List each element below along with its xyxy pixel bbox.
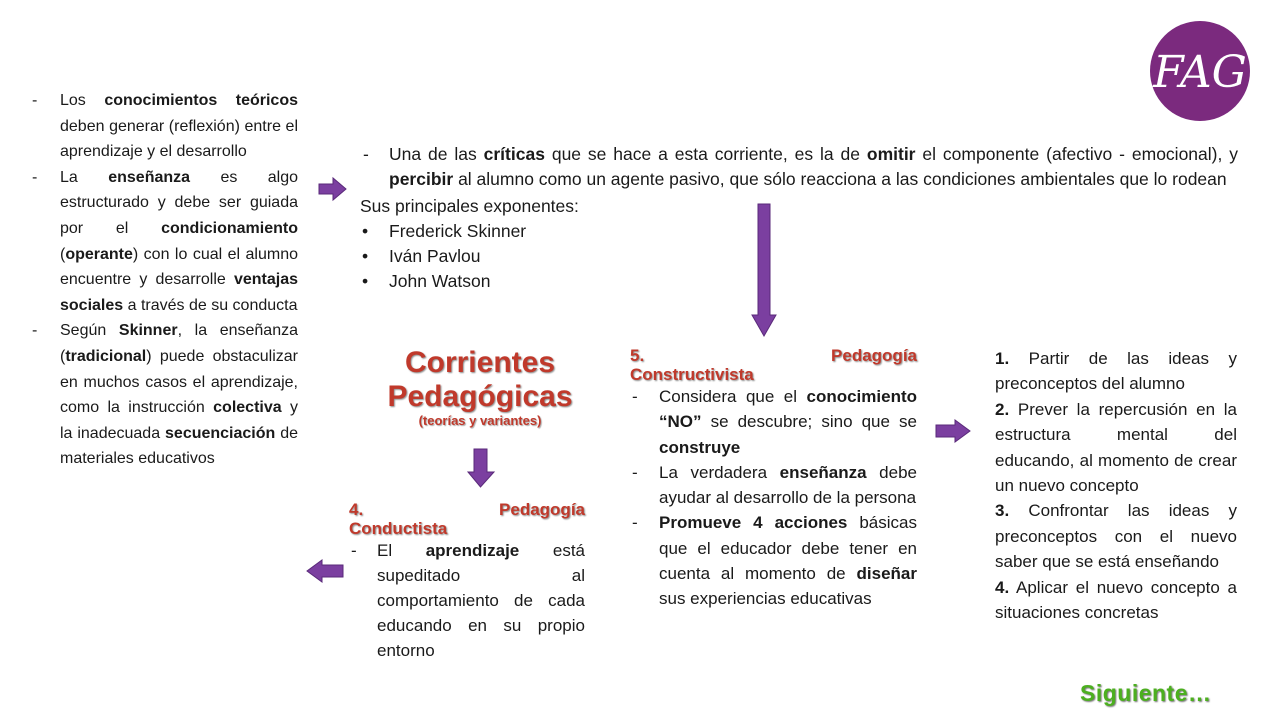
emphasis-text: enseñanza <box>108 168 191 186</box>
arrow-down-icon <box>467 448 495 488</box>
title-line-2: Pedagógicas <box>387 380 573 413</box>
conductista-heading-word2: Conductista <box>349 519 448 538</box>
steps-list <box>995 346 1237 625</box>
emphasis-text: aprendizaje <box>425 541 520 560</box>
constructivista-heading-word2: Constructivista <box>630 365 754 384</box>
step-item <box>995 575 1237 626</box>
conductista-heading <box>349 500 585 538</box>
conductista-section <box>349 500 585 663</box>
step-number: 3. <box>995 501 1010 521</box>
emphasis-text: Skinner <box>118 322 178 340</box>
emphasis-text: operante <box>65 245 133 263</box>
emphasis-text: enseñanza <box>779 462 867 482</box>
left-notes-list <box>30 88 298 472</box>
logo-mark <box>1150 21 1250 121</box>
constructivista-heading-num: 5. <box>630 346 645 365</box>
emphasis-text: conocimientos teóricos <box>104 92 298 109</box>
step-item <box>995 498 1237 574</box>
emphasis-text: tradicional <box>65 347 147 365</box>
constructivista-section <box>630 346 917 612</box>
left-note-item: - Los conocimientos teóricos deben generar (reflexión) entre el aprendizaje y el desarrollo <box>30 88 298 165</box>
conductista-item: - El aprendizaje está supeditado al comportamiento de cada educando en su propio entorno <box>349 538 585 663</box>
exponent-item: • Frederick Skinner <box>360 219 1238 244</box>
emphasis-text: conocimiento “NO” <box>659 387 917 432</box>
left-note-item: - La enseñanza es algo estructurado y debe ser guiada por el condicionamiento (operante) con lo cual el alumno encuentre y desarrolle ventajas sociales a través de su conducta <box>30 165 298 319</box>
emphasis-text: condicionamiento <box>161 219 298 237</box>
exponent-item: • Iván Pavlou <box>360 244 1238 269</box>
title-line-1: Corrientes <box>404 346 556 379</box>
constructivista-item: - Promueve 4 acciones básicas que el educador debe tener en cuenta al momento de diseñar sus experiencias educativas <box>630 510 917 611</box>
step-text: Confrontar las ideas y preconceptos con el nuevo saber que se está enseñando <box>995 501 1237 572</box>
constructivista-item: - La verdadera enseñanza debe ayudar al desarrollo de la persona <box>630 460 917 511</box>
step-item <box>995 397 1237 499</box>
step-number: 1. <box>995 349 1010 368</box>
page-title <box>352 346 608 428</box>
emphasis-text: críticas <box>483 144 545 164</box>
fag-logo <box>1150 21 1250 121</box>
exponent-item: • John Watson <box>360 269 1238 294</box>
left-note-item: - Según Skinner, la enseñanza (tradicional) puede obstaculizar en muchos casos el aprendizaje, como la instrucción colectiva y la inadecuada secuenciación de materiales educativos <box>30 318 298 472</box>
critique-text: - Una de las críticas que se hace a esta corriente, es la de omitir el componente (afectivo - emocional), y percibir al alumno como un agente pasivo, que sólo reacciona a las condiciones ambientales que lo rodean <box>360 142 1238 192</box>
emphasis-text: secuenciación <box>165 424 276 442</box>
arrow-right-icon <box>318 177 348 201</box>
emphasis-text: ventajas sociales <box>60 271 298 314</box>
logo-letters: FAG <box>1153 47 1247 98</box>
step-text: Aplicar el nuevo concepto a situaciones concretas <box>995 577 1237 623</box>
step-text: Partir de las ideas y preconceptos del alumno <box>995 349 1237 394</box>
constructivista-heading-word1: Pedagogía <box>831 346 917 365</box>
step-number: 2. <box>995 399 1010 419</box>
emphasis-text: Promueve 4 acciones <box>659 513 848 533</box>
step-item <box>995 346 1237 397</box>
conductista-heading-word1: Pedagogía <box>499 500 585 519</box>
next-button[interactable]: Siguiente… <box>1080 680 1212 706</box>
arrow-left-icon <box>306 559 344 583</box>
arrow-right-icon <box>935 419 971 443</box>
title-subtitle: (teorías y variantes) <box>418 413 542 428</box>
constructivista-item: - Considera que el conocimiento “NO” se descubre; sino que se construye <box>630 384 917 460</box>
exponents-title: Sus principales exponentes: <box>360 196 579 216</box>
constructivista-heading <box>630 346 917 384</box>
emphasis-text: colectiva <box>213 399 282 417</box>
emphasis-text: percibir <box>389 169 454 189</box>
arrow-down-icon <box>751 203 777 337</box>
emphasis-text: omitir <box>866 144 916 164</box>
step-number: 4. <box>995 577 1010 597</box>
step-text: Prever la repercusión en la estructura mental del educando, al momento de crear un nuevo concepto <box>995 399 1237 496</box>
emphasis-text: construye <box>659 437 741 457</box>
conductista-heading-num: 4. <box>349 500 364 519</box>
critique-block <box>360 142 1238 294</box>
emphasis-text: diseñar <box>856 564 917 584</box>
